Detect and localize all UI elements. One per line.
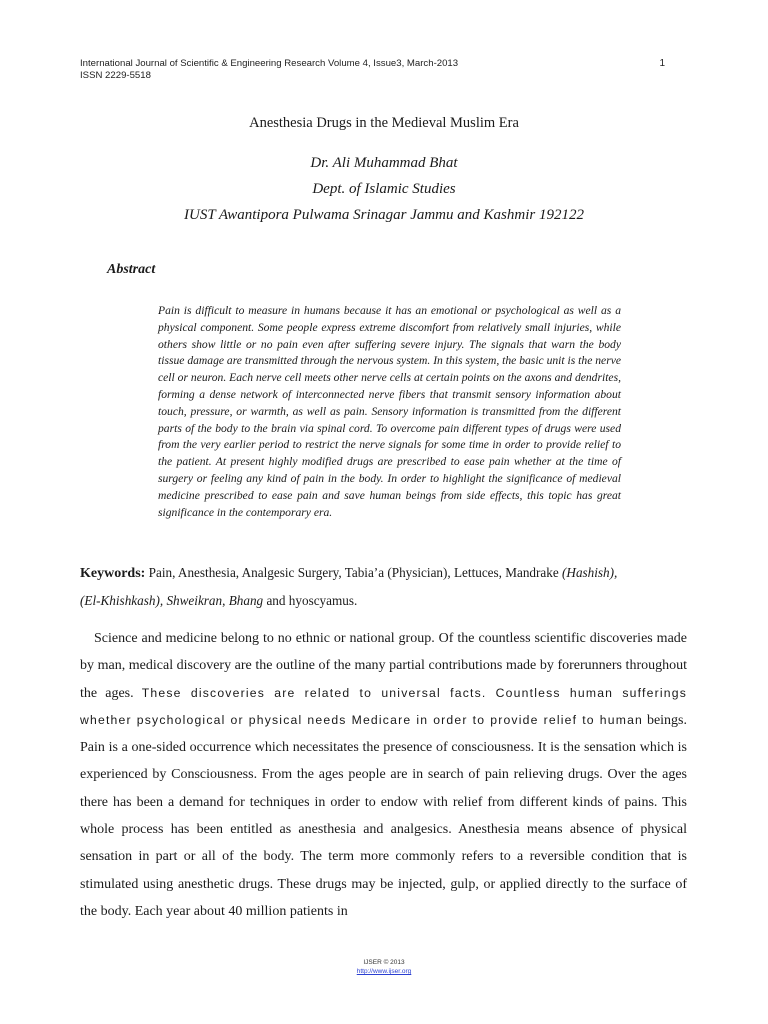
keyword-separator: , bbox=[222, 593, 229, 608]
author-name: Dr. Ali Muhammad Bhat bbox=[310, 155, 458, 171]
page-number: 1 bbox=[659, 58, 665, 69]
journal-line: International Journal of Scientific & Engineering Research Volume 4, Issue3, March-2013 bbox=[80, 58, 459, 69]
keywords-text: Pain, Anesthesia, Analgesic Surgery, Tabia’a (Physician), Lettuces, Mandrake bbox=[145, 565, 563, 580]
author-affiliation: IUST Awantipora Pulwama Srinagar Jammu and Kashmir 192122 bbox=[184, 207, 584, 223]
keyword-bhang: Bhang bbox=[228, 593, 264, 608]
abstract-heading: Abstract bbox=[107, 262, 156, 277]
body-text-part-3: beings. Pain is a one-sided occurrence which necessitates the presence of consciousness. It is the sensation which is experienced by Consciousness. From the ages people are in search of pain relieving drugs. Over the ages there has been a demand for techniques in order to endow with relief from different kinds of pains. This whole process has been entitled as anesthesia and analgesics. Anesthesia means absence of physical sensation in part or all of the body. The term more commonly refers to a reversible condition that is stimulated using anesthetic drugs. These drugs may be injected, gulp, or applied directly to the surface of the body. Each year about 40 million patients in bbox=[80, 712, 687, 919]
keyword-hashish: (Hashish), bbox=[562, 565, 618, 580]
page-footer bbox=[0, 958, 768, 976]
keyword-el-khishkash: (El-Khishkash), Shweikran bbox=[80, 593, 223, 608]
paper-title: Anesthesia Drugs in the Medieval Muslim Era bbox=[249, 115, 519, 131]
keywords-label: Keywords: bbox=[80, 566, 146, 581]
body-paragraph bbox=[80, 625, 687, 925]
footer-copyright: IJSER © 2013 bbox=[363, 959, 405, 966]
issn-line: ISSN 2229-5518 bbox=[80, 70, 151, 81]
keyword-tail: and hyoscyamus. bbox=[263, 593, 358, 608]
footer-link[interactable]: http://www.ijser.org bbox=[356, 968, 412, 975]
author-department: Dept. of Islamic Studies bbox=[312, 181, 456, 197]
abstract-text: Pain is difficult to measure in humans because it has an emotional or psychological as well as a physical component. Some people express extreme discomfort from relatively small injuries, while others show little or no pain even after suffering severe injury. The signals that warn the body tissue damage are transmitted through the nervous system. In this system, the basic unit is the nerve cell or neuron. Each nerve cell meets other nerve cells at certain points on the axons and dendrites, forming a dense network of interconnected nerve fibers that transmit sensory information about touch, pressure, or warmth, as well as pain. Sensory information is transmitted from the different parts of the body to the brain via spinal cord. To overcome pain different types of drugs were used from the very earlier period to restrict the nerve signals for some time in order to provide relief to the patient. At present highly modified drugs are prescribed to ease pain whether at the time of surgery or feeling any kind of pain in the body. In order to highlight the significance of medieval medicine prescribed to ease pain and save human beings from side effects, this topic has great significance in the contemporary era. bbox=[158, 304, 621, 519]
body-text-part-2: These discoveries are related to universal facts. Countless human sufferings whether psychological or physical needs Medicare in order to provide relief to human bbox=[80, 685, 687, 727]
keywords-paragraph bbox=[80, 559, 670, 614]
body-text-part-1: Science and medicine belong to no ethnic or national group. Of the countless scientific discoveries made by man, medical discovery are the outline of the many partial contributions made by forerunners throughout the ages. bbox=[80, 631, 687, 701]
running-header bbox=[80, 58, 670, 82]
author-block bbox=[0, 153, 768, 231]
